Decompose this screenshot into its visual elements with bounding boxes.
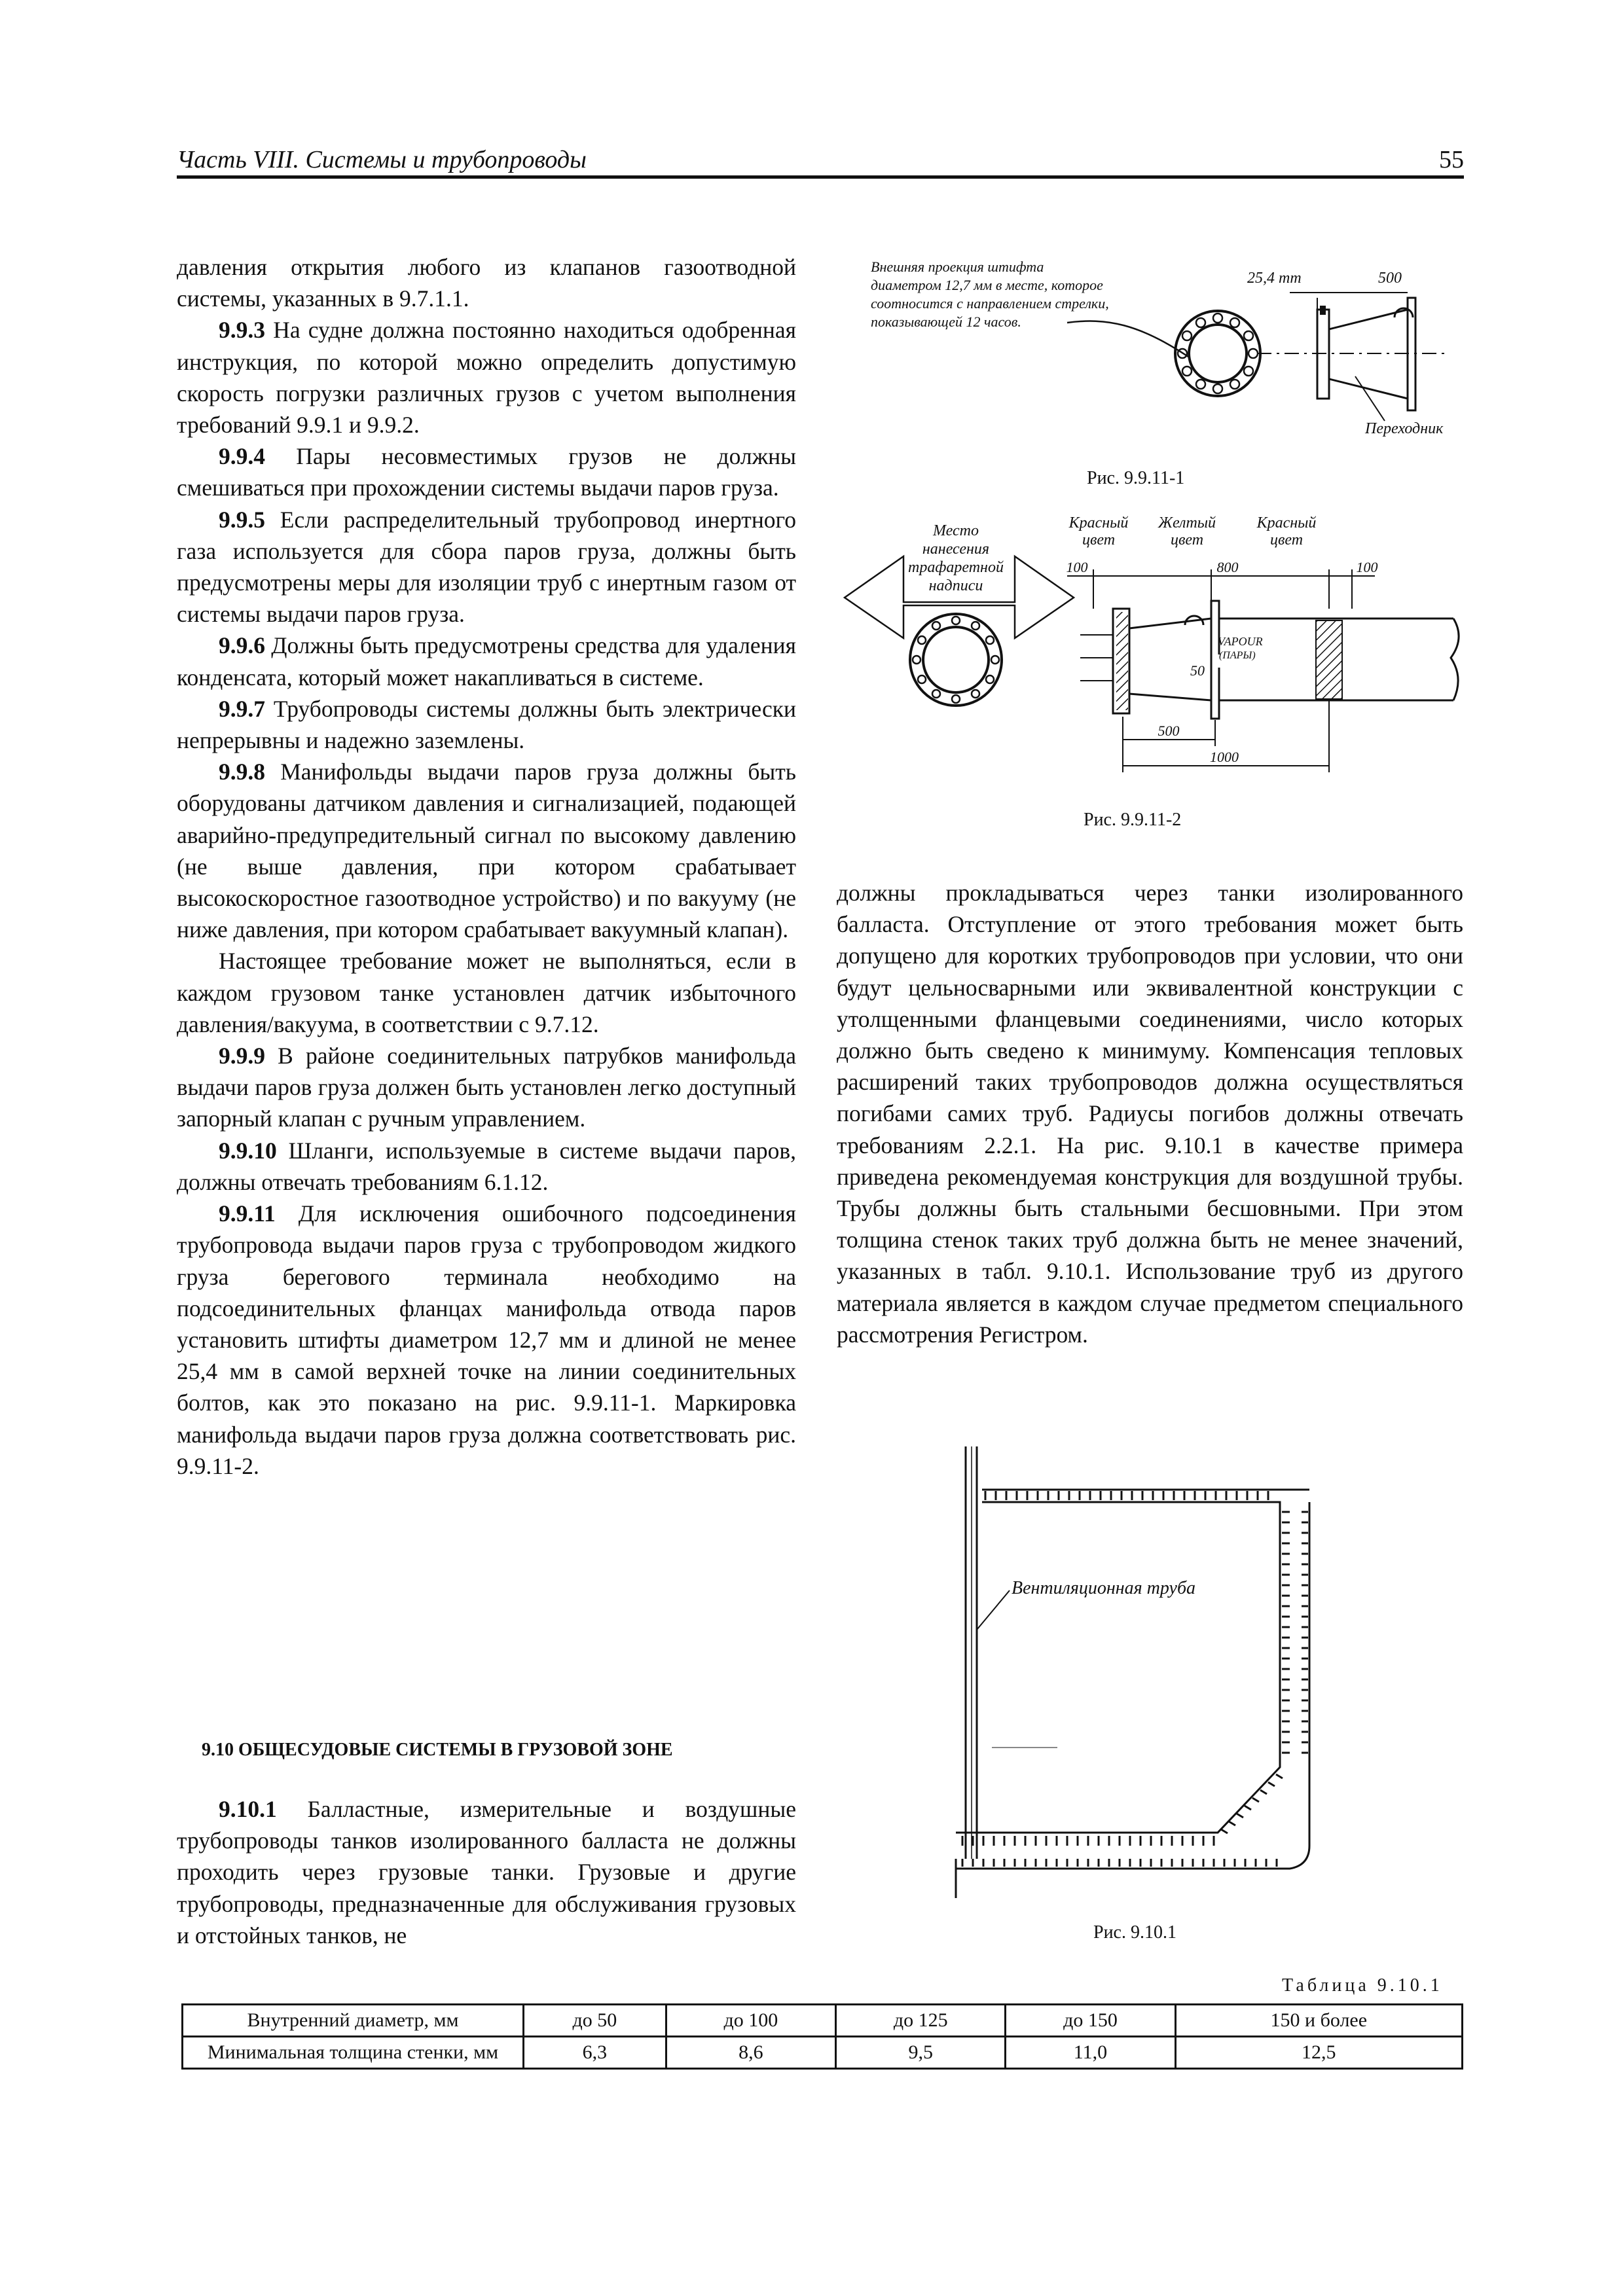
table-cell: 12,5 — [1175, 2037, 1462, 2069]
fig3-caption: Рис. 9.10.1 — [1093, 1922, 1176, 1943]
table-cell: до 50 — [524, 2005, 666, 2037]
item-number: 9.9.5 — [219, 506, 265, 533]
fig1-dim-500: 500 — [1378, 270, 1402, 287]
item-number: 9.9.10 — [219, 1137, 277, 1164]
fig2-dim: 100 — [1356, 559, 1378, 575]
item-text: Трубопроводы системы должны быть электрически непрерывны и надежно заземлены. — [177, 695, 796, 754]
color-label-red: цвет — [1269, 531, 1304, 548]
table-cell: Внутренний диаметр, мм — [183, 2005, 524, 2037]
paragraph-9-9-11 — [177, 1198, 796, 1482]
item-text: Манифольды выдачи паров груза должны быть оборудованы датчиком давления и сигнализацией, подающей аварийно-предупредительный сигнал по высокому давлению (не выше давления, при котором срабатывает высокоскоростное газоотводное устройство) и по вакууму (не ниже давления, при котором срабатывает вакуумный клапан). — [177, 759, 796, 943]
fig2-dim: 1000 — [1210, 749, 1239, 765]
item-text: На судне должна постоянно находиться одобренная инструкция, по которой можно определить допустимую скорость погрузки различных грузов с учетом выполнения требований 9.9.1 и 9.9.2. — [177, 317, 796, 439]
fig2-dim: 100 — [1066, 559, 1088, 575]
paragraph-9-9-9 — [177, 1040, 796, 1135]
item-number: 9.9.7 — [219, 695, 265, 722]
fig2-dim: 500 — [1158, 723, 1180, 739]
table-cell: 9,5 — [836, 2037, 1006, 2069]
item-number: 9.9.11 — [219, 1200, 276, 1227]
table-cell: до 150 — [1006, 2005, 1175, 2037]
fig1-caption: Рис. 9.9.11-1 — [1087, 468, 1185, 488]
fig1-note-line: Внешняя проекция штифта — [871, 259, 1044, 275]
figure-9-10-1 — [943, 1440, 1349, 1898]
running-title: Часть VIII. Системы и трубопроводы — [177, 146, 587, 173]
color-label-red: цвет — [1082, 531, 1116, 548]
item-text: Должны быть предусмотрены средства для удаления конденсата, который может накапливаться в системе. — [177, 632, 796, 691]
fig2-caption: Рис. 9.9.11-2 — [1084, 810, 1182, 830]
table-cell: до 100 — [666, 2005, 835, 2037]
item-text: Для исключения ошибочного подсоединения трубопровода выдачи паров груза с трубопроводом жидкого груза берегового терминала необходимо на подсоединительных фланцах манифольда отвода паров установить штифты диаметром 12,7 мм и длиной не менее 25,4 мм в самой верхней точке на линии соединительных болтов, как это показано на рис. 9.9.11-1. Маркировка манифольда выдачи паров груза должна соответствовать рис. 9.9.11-2. — [177, 1200, 796, 1479]
vapour-stamp: (ПАРЫ) — [1219, 650, 1256, 661]
right-column: должны прокладываться через танки изолированного балласта. Отступление от этого требования может быть допущено для коротких трубопроводов при условии, что они будут цельносварными или эквивалентной конструкции с утолщенными фланцевыми соединениями, число которых должно быть сведено к минимуму. Компенсация тепловых расширений таких трубопроводов должна осуществляться погибами самих труб. Радиусы погибов должны отвечать требованиям 2.2.1. На рис. 9.10.1 в качестве примера приведена рекомендуемая конструкция для воздушной трубы. Трубы должны быть стальными бесшовными. При этом толщина стенок таких труб должна быть не менее значений, указанных в табл. 9.10.1. Использование труб из другого материала является в каждом случае предметом специального рассмотрения Регистром. — [837, 880, 1463, 1348]
thickness-table — [181, 2003, 1463, 2070]
item-text: Балластные, измерительные и воздушные трубопроводы танков изолированного балласта не должны проходить через грузовые танки. Грузовые и другие трубопроводы, предназначенные для обслуживания грузовых и отстойных танков, не — [177, 1796, 796, 1948]
fig2-place-line: Место — [933, 522, 979, 539]
color-label-yellow: цвет — [1170, 531, 1204, 548]
fig2-place-line: трафаретной — [908, 559, 1004, 576]
fig1-note-line: соотносится с направлением стрелки, — [871, 295, 1109, 312]
table-cell: 11,0 — [1006, 2037, 1175, 2069]
item-text: Если распределительный трубопровод инертного газа используется для сбора паров груза, должны быть предусмотрены меры для изоляции труб с инертным газом от системы выдачи паров груза. — [177, 506, 796, 628]
fig2-dim: 50 — [1190, 662, 1205, 679]
table-cell: Минимальная толщина стенки, мм — [183, 2037, 524, 2069]
paragraph-9-9-6 — [177, 630, 796, 692]
section-heading: 9.10 ОБЩЕСУДОВЫЕ СИСТЕМЫ В ГРУЗОВОЙ ЗОНЕ — [202, 1740, 673, 1760]
fig1-adapter-label: Переходник — [1365, 420, 1444, 437]
fig1-note-line: диаметром 12,7 мм в месте, которое — [871, 277, 1103, 293]
table-cell: 6,3 — [524, 2037, 666, 2069]
fig2-place-line: нанесения — [922, 541, 990, 558]
paragraph: давления открытия любого из клапанов газоотводной системы, указанных в 9.7.1.1. — [177, 254, 796, 312]
item-number: 9.9.8 — [219, 759, 265, 785]
table-cell: 8,6 — [666, 2037, 835, 2069]
page-header — [177, 145, 1464, 179]
fig1-dim-25: 25,4 mm — [1247, 270, 1302, 287]
fig2-place-line: надписи — [928, 577, 983, 594]
paragraph-9-9-3 — [177, 314, 796, 440]
paragraph-9-9-7 — [177, 693, 796, 756]
item-text: Пары несовместимых грузов не должны смешиваться при прохождении системы выдачи паров груза. — [177, 443, 796, 501]
figure-9-9-11-1 — [831, 252, 1460, 501]
page-number: 55 — [1439, 146, 1464, 173]
item-text: В районе соединительных патрубков манифольда выдачи паров груза должен быть установлен легко доступный запорный клапан с ручным управлением. — [177, 1043, 796, 1132]
table-cell: 150 и более — [1175, 2005, 1462, 2037]
item-text: Шланги, используемые в системе выдачи паров, должны отвечать требованиям 6.1.12. — [177, 1137, 796, 1195]
left-column — [177, 251, 796, 1482]
color-label-yellow: Желтый — [1158, 514, 1216, 531]
vent-pipe-label: Вентиляционная труба — [1012, 1578, 1196, 1598]
paragraph-9-9-8 — [177, 756, 796, 945]
item-number: 9.9.6 — [219, 632, 265, 659]
paragraph-9-9-10 — [177, 1135, 796, 1198]
color-label-red: Красный — [1068, 514, 1129, 531]
table-label: Таблица 9.10.1 — [1282, 1975, 1443, 1996]
item-number: 9.9.3 — [219, 317, 265, 344]
item-number: 9.9.9 — [219, 1043, 265, 1069]
item-number: 9.9.4 — [219, 443, 265, 470]
paragraph-9-9-4 — [177, 440, 796, 503]
table-row — [183, 2037, 1463, 2069]
table-row — [183, 2005, 1463, 2037]
figure-9-9-11-2 — [831, 504, 1467, 812]
paragraph-note: Настоящее требование может не выполняться, если в каждом грузовом танке установлен датчик избыточного давления/вакуума, в соответствии с 9.7.12. — [177, 948, 796, 1037]
color-label-red: Красный — [1256, 514, 1317, 531]
paragraph-9-9-5 — [177, 504, 796, 630]
vapour-stamp: VAPOUR — [1218, 635, 1263, 648]
paragraph-9-10-1 — [177, 1793, 796, 1951]
fig2-dim: 800 — [1216, 559, 1239, 575]
fig1-note-line: показывающей 12 часов. — [871, 314, 1021, 330]
item-number: 9.10.1 — [219, 1796, 277, 1822]
table-cell: до 125 — [836, 2005, 1006, 2037]
